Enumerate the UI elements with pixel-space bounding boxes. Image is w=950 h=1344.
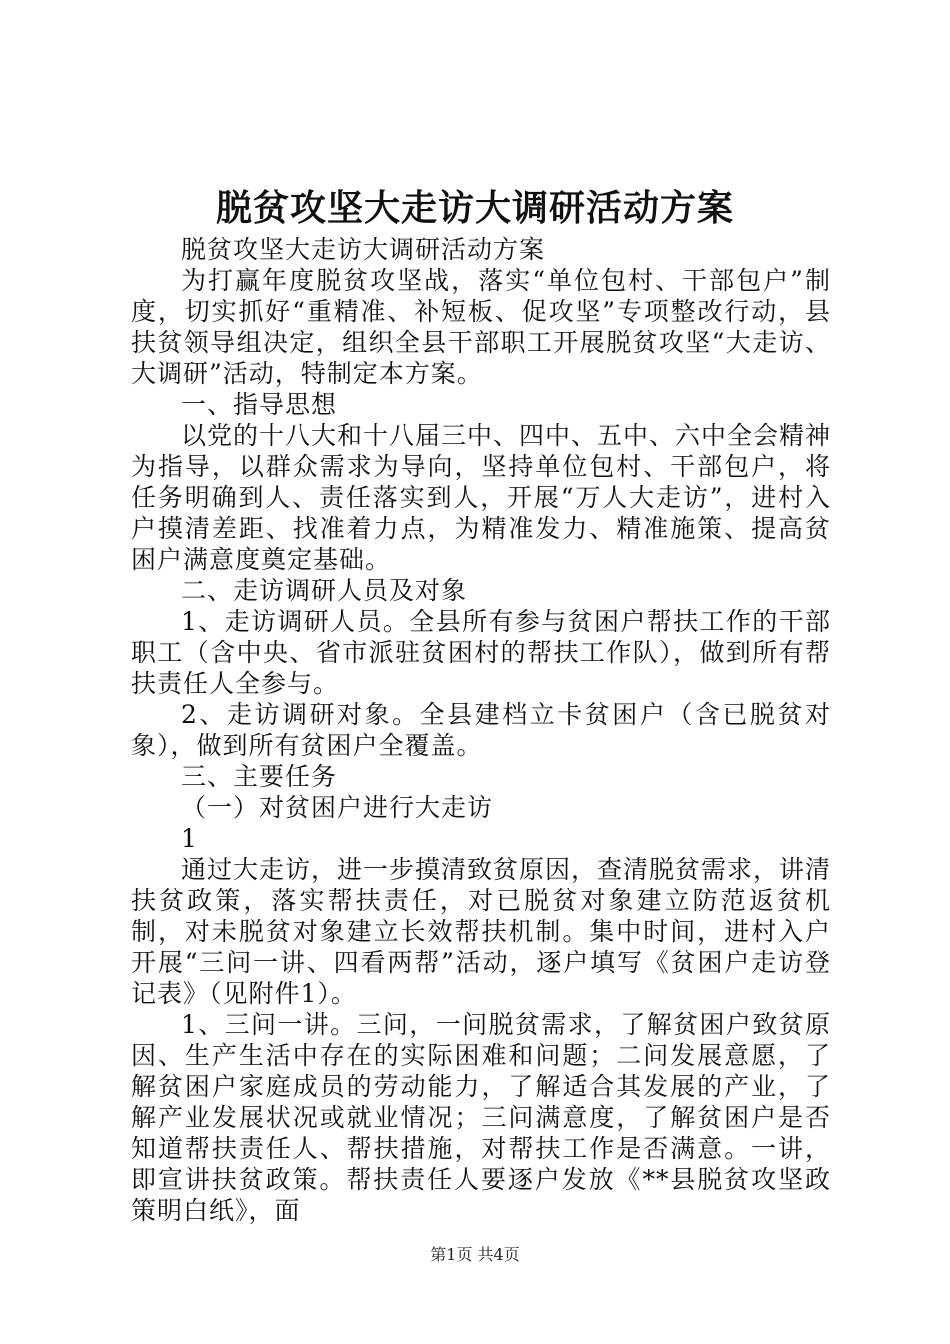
paragraph-targets: 2、走访调研对象。全县建档立卡贫困户（含已脱贫对象），做到所有贫困户全覆盖。 [131, 700, 831, 760]
paragraph-guiding-ideology: 以党的十八大和十八届三中、四中、五中、六中全会精神为指导，以群众需求为导向，坚持单位包村、干部包户，将任务明确到人、责任落实到人，开展“万人大走访”，进村入户摸清差距、找准着力点，为精准发力、精准施策、提高贫困户满意度奠定基础。 [131, 421, 832, 574]
paragraph-number: 1 [181, 824, 198, 853]
paragraph-three-questions: 1、三问一讲。三问，一问脱贫需求，了解贫困户致贫原因、生产生活中存在的实际困难和问题；二问发展意愿，了解贫困户家庭成员的劳动能力，了解适合其发展的产业，了解产业发展状况或就业情况；三问满意度，了解贫困户是否知道帮扶责任人、帮扶措施，对帮扶工作是否满意。一讲，即宣讲扶贫政策。帮扶责任人要逐户发放《**县脱贫攻坚政策明白纸》，面 [131, 1010, 831, 1225]
document-title: 脱贫攻坚大走访大调研活动方案 [215, 187, 734, 229]
subsection-heading-visits: （一）对贫困户进行大走访 [181, 793, 494, 822]
document-body [131, 234, 831, 1226]
paragraph-visits: 通过大走访，进一步摸清致贫原因，查清脱贫需求，讲清扶贫政策，落实帮扶责任，对已脱贫对象建立防范返贫机制，对未脱贫对象建立长效帮扶机制。集中时间，进村入户开展“三问一讲、四看两帮”活动，逐户填写《贫困户走访登记表》（见附件1）。 [131, 855, 832, 1008]
section-heading-main-tasks: 三、主要任务 [181, 762, 338, 791]
section-heading-personnel-targets: 二、走访调研人员及对象 [181, 576, 468, 605]
paragraph-intro: 为打赢年度脱贫攻坚战，落实“单位包村、干部包户”制度，切实抓好“重精准、补短板、促攻坚”专项整改行动，县扶贫领导组决定，组织全县干部职工开展脱贫攻坚“大走访、大调研”活动，特制定本方案。 [131, 266, 831, 388]
paragraph-personnel: 1、走访调研人员。全县所有参与贫困户帮扶工作的干部职工（含中央、省市派驻贫困村的帮扶工作队），做到所有帮扶责任人全参与。 [131, 607, 831, 698]
paragraph-subtitle: 脱贫攻坚大走访大调研活动方案 [181, 235, 546, 264]
page-footer: 第1页 共4页 [430, 1245, 520, 1264]
section-heading-guiding-ideology: 一、指导思想 [181, 390, 338, 419]
